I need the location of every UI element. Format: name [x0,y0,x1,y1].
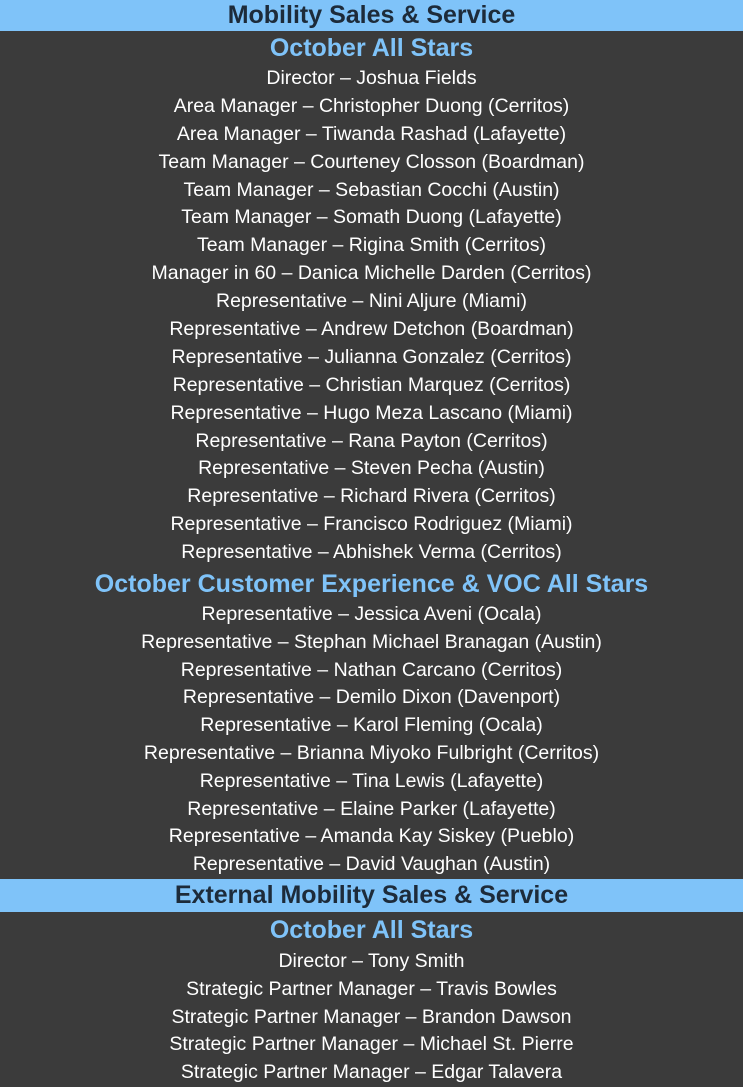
list-item: Representative – Jessica Aveni (Ocala) [201,603,542,626]
list-item: Area Manager – Christopher Duong (Cerritos) [173,94,570,117]
list-item: Team Manager – Courteney Closson (Boardman) [158,150,585,173]
mobility-sales-service-banner: Mobility Sales & Service [0,0,743,31]
list-item: Representative – Steven Pecha (Austin) [198,457,545,480]
list-item: Representative – Hugo Meza Lascano (Miami) [170,401,573,424]
customer-experience-voc-heading: October Customer Experience & VOC All Stars [94,570,649,599]
october-all-stars-list [0,65,743,567]
list-item: Director – Tony Smith [278,950,465,972]
external-mobility-sales-service-banner: External Mobility Sales & Service [0,879,743,912]
external-october-all-stars-heading: October All Stars [269,916,474,944]
list-item: Team Manager – Rigina Smith (Cerritos) [197,234,546,257]
list-item: Representative – Rana Payton (Cerritos) [195,429,548,452]
list-item: Representative – Stephan Michael Branagan (Austin) [141,630,602,653]
external-october-all-stars-section [0,912,743,1087]
list-item: Area Manager – Tiwanda Rashad (Lafayette) [176,122,567,145]
list-item: Representative – Elaine Parker (Lafayette) [187,797,556,820]
list-item: Strategic Partner Manager – Travis Bowles [186,977,557,1000]
list-item: Director – Joshua Fields [266,67,477,89]
list-item: Representative – Tina Lewis (Lafayette) [199,769,544,792]
external-october-all-stars-list [0,948,743,1087]
list-item: Representative – Richard Rivera (Cerritos) [187,485,556,508]
list-item: Strategic Partner Manager – Michael St. Pierre [169,1033,574,1056]
list-item: Representative – Amanda Kay Siskey (Pueblo) [168,825,575,848]
list-item: Representative – Demilo Dixon (Davenport) [182,686,561,709]
list-item: Representative – Karol Fleming (Ocala) [200,714,543,737]
list-item: Representative – Christian Marquez (Cerritos) [172,373,571,396]
list-item: Representative – Nini Aljure (Miami) [215,290,528,313]
list-item: Representative – David Vaughan (Austin) [192,853,551,876]
list-item: Team Manager – Somath Duong (Lafayette) [181,206,562,229]
list-item: Representative – Brianna Miyoko Fulbright (Cerritos) [143,742,600,765]
customer-experience-voc-list [0,601,743,879]
october-all-stars-heading: October All Stars [269,34,474,62]
list-item: Representative – Francisco Rodriguez (Miami) [170,513,573,536]
list-item: Representative – Julianna Gonzalez (Cerritos) [171,345,572,368]
october-all-stars-section [0,31,743,567]
list-item: Representative – Abhishek Verma (Cerritos) [181,541,562,564]
list-item: Team Manager – Sebastian Cocchi (Austin) [183,178,560,201]
list-item: Strategic Partner Manager – Brandon Dawson [171,1005,572,1028]
list-item: Strategic Partner Manager – Edgar Talavera [180,1061,563,1084]
list-item: Representative – Andrew Detchon (Boardman) [169,318,574,341]
list-item: Representative – Nathan Carcano (Cerritos) [180,658,563,681]
customer-experience-voc-section [0,567,743,879]
list-item: Manager in 60 – Danica Michelle Darden (Cerritos) [151,262,592,285]
